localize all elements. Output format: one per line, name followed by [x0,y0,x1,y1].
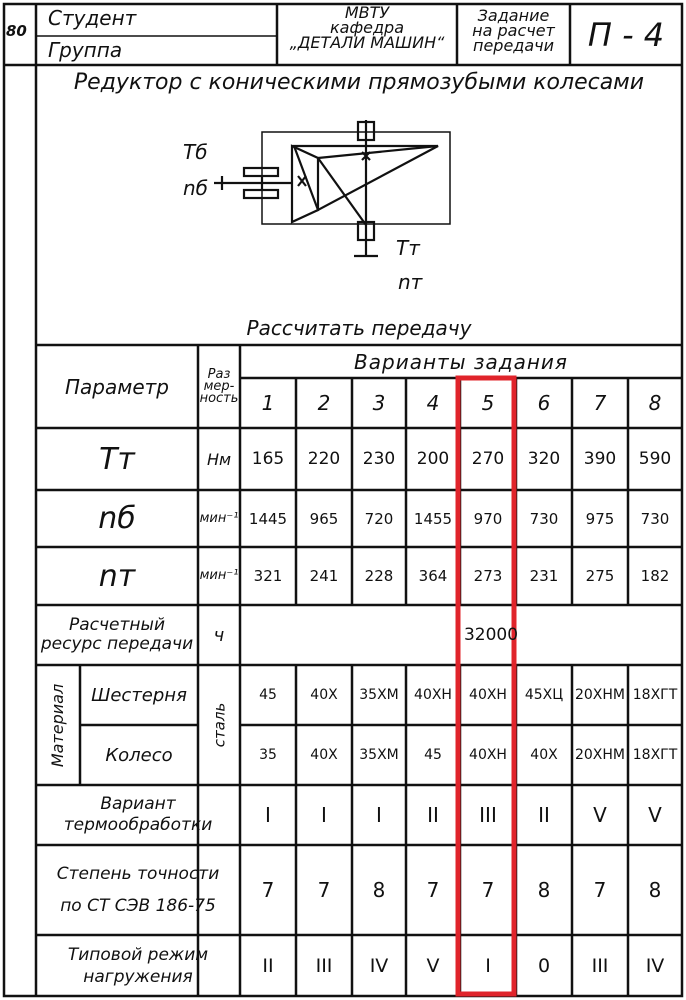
unit-nt: мин⁻¹ [199,568,239,583]
accuracy-label-line: Степень точности [56,864,220,884]
torque-value-1: 165 [251,449,285,469]
torque-value-4: 200 [416,449,450,469]
task-line: передачи [472,36,555,55]
wheel-material-3: 35ХМ [359,747,399,763]
wheel-material-7: 20ХНМ [574,747,625,763]
heat-variant-8: V [648,803,662,827]
input-speed-value-4: 1455 [413,509,453,528]
accuracy-grade-3: 8 [372,878,386,902]
wheel-material-5: 40ХН [469,747,507,763]
unit-header-line: ность [199,390,239,406]
row-label-nt: nт [98,558,136,594]
group-label: Группа [48,38,123,62]
row-label-nb: nб [98,501,136,536]
output-speed-value-1: 321 [253,567,283,585]
org-line: „ДЕТАЛИ МАШИН“ [289,33,445,52]
output-speed-value-2: 241 [309,567,339,585]
heat-variant-5: III [479,803,497,827]
torque-value-7: 390 [583,449,617,469]
variant-number-7: 7 [593,391,607,415]
accuracy-grade-1: 7 [261,878,275,902]
wheel-material-6: 40Х [530,747,558,763]
input-speed-value-2: 965 [309,509,339,528]
accuracy-label [36,845,240,935]
output-speed-value-4: 364 [418,567,448,585]
heat-variant-6: II [538,803,550,827]
param-header: Параметр [65,374,169,399]
unit-header-line: мер- [203,378,235,394]
pinion-material-3: 35ХМ [359,687,399,703]
heat-label [36,785,240,845]
variant-number-5: 5 [481,391,495,415]
heat-label-line: термообработки [63,815,213,835]
pinion-material-7: 20ХНМ [574,687,625,703]
student-label: Студент [48,6,137,30]
wheel-material-2: 40Х [310,747,338,763]
output-speed-value-6: 231 [529,567,559,585]
material-unit-text: сталь [210,702,229,748]
load-mode-7: III [591,954,609,977]
task-line: Задание [477,6,550,25]
load-mode-5: I [485,954,491,977]
variant-number-2: 2 [317,391,331,415]
org-block [277,5,457,50]
unit-nb: мин⁻¹ [199,510,239,526]
load-label [36,935,240,996]
pinion-label: Шестерня [91,684,187,706]
wheel-label: Колесо [105,744,173,766]
pinion-material-1: 45 [259,687,277,703]
variant-number-6: 6 [537,391,551,415]
wheel-material-8: 18ХГТ [632,747,678,763]
unit-header-line: Раз [207,366,231,382]
resource-label-line: ресурс передачи [40,634,194,654]
torque-value-2: 220 [307,449,341,469]
pinion-material-8: 18ХГТ [632,687,678,703]
pinion-material-5: 40ХН [469,687,507,703]
heat-variant-3: I [376,803,382,827]
torque-value-8: 590 [638,449,672,469]
input-speed-value-8: 730 [640,509,670,528]
accuracy-grade-4: 7 [426,878,440,902]
variant-number-3: 3 [372,391,386,415]
output-speed-value-7: 275 [585,567,615,585]
input-speed-value-3: 720 [364,509,394,528]
accuracy-grade-5: 7 [481,878,495,902]
output-speed-value-8: 182 [640,567,670,585]
resource-value: 32000 [463,625,519,645]
load-label-line: Типовой режим [67,944,209,965]
accuracy-grade-6: 8 [537,878,551,902]
unit-header [198,345,240,428]
org-line: МВТУ [344,3,390,22]
resource-label [36,605,198,665]
wheel-material-1: 35 [259,747,277,763]
task-block [457,8,570,53]
input-speed-value-6: 730 [529,509,559,528]
input-speed-label: nб [183,176,209,200]
variant-number-4: 4 [426,391,440,415]
pinion-material-4: 40ХН [414,687,452,703]
variant-number-1: 1 [261,391,275,415]
heat-variant-1: I [265,803,271,827]
variants-header: Варианты задания [354,349,568,374]
subtitle: Рассчитать передачу [246,316,472,340]
load-label-line: нагружения [83,966,193,987]
input-speed-value-5: 970 [473,509,503,528]
heat-variant-7: V [593,803,607,827]
variant-number-8: 8 [648,391,662,415]
torque-value-6: 320 [527,449,561,469]
org-line: кафедра [329,18,404,37]
pinion-material-2: 40Х [310,687,338,703]
load-mode-8: IV [645,954,665,977]
load-mode-1: II [262,954,274,977]
accuracy-grade-8: 8 [648,878,662,902]
heat-variant-2: I [321,803,327,827]
material-group-label [36,665,80,785]
material-group-text: Материал [48,683,68,767]
input-speed-value-1: 1445 [248,509,288,528]
unit-Tt: Нм [206,449,232,469]
task-line: на расчет [472,21,555,40]
accuracy-label-line: по СТ СЭВ 186-75 [60,896,216,916]
resource-unit: ч [213,624,225,646]
heat-variant-4: II [427,803,439,827]
load-mode-3: IV [369,954,389,977]
output-speed-value-5: 273 [473,567,503,585]
output-torque-label: Tт [396,236,420,260]
page-number: 80 [6,22,27,40]
pinion-material-6: 45ХЦ [524,687,564,703]
accuracy-grade-7: 7 [593,878,607,902]
material-unit [198,665,240,785]
torque-value-5: 270 [471,449,505,469]
heat-label-line: Вариант [100,794,176,814]
load-mode-6: 0 [537,954,551,977]
resource-label-line: Расчетный [68,615,165,635]
wheel-material-4: 45 [424,747,442,763]
task-code: П - 4 [587,15,665,54]
load-mode-2: III [315,954,333,977]
torque-value-3: 230 [362,449,396,469]
input-speed-value-7: 975 [585,509,615,528]
row-label-Tt: Tт [99,441,135,477]
accuracy-grade-2: 7 [317,878,331,902]
load-mode-4: V [426,954,440,977]
page-title: Редуктор с коническими прямозубыми колесами [73,70,645,95]
output-speed-label: nт [398,270,423,294]
input-torque-label: Tб [183,140,208,164]
output-speed-value-3: 228 [364,567,394,585]
